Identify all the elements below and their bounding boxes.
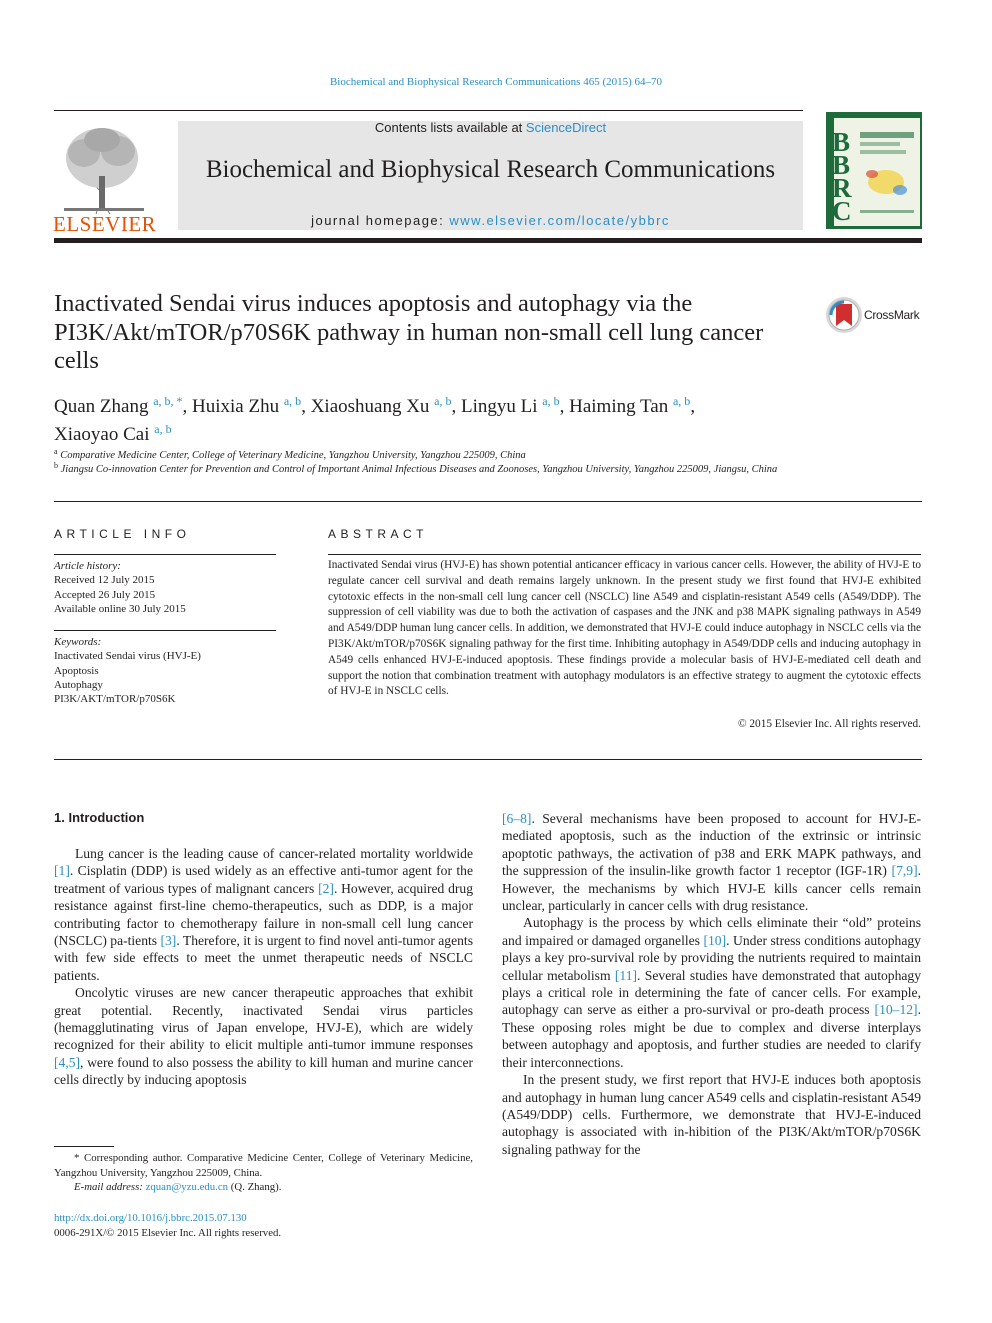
text-run: Oncolytic viruses are new cancer therapeutic approaches that exhibit great potential. Recently, inactivated Sendai virus particles (hemagglutinating virus of Japan envelope, HVJ-E), which are widely recognized for their ability to elicit multiple anti-tumor immune responses bbox=[54, 985, 473, 1053]
abstract-bottom-rule bbox=[54, 759, 922, 760]
homepage-line bbox=[178, 213, 803, 228]
text-run: . These opposing roles might be due to complex and diverse interplays between autophagy and apoptosis, and further studies are needed to clarify their interconnections. bbox=[502, 1002, 921, 1070]
reference-link[interactable]: [3] bbox=[160, 933, 177, 949]
history-label: Article history: bbox=[54, 560, 121, 572]
reference-link[interactable]: [1] bbox=[54, 863, 70, 879]
author-affil-marks[interactable]: a, b bbox=[283, 394, 302, 408]
keyword: PI3K/AKT/mTOR/p70S6K bbox=[54, 693, 176, 706]
affiliation-text: Jiangsu Co-innovation Center for Prevention and Control of Important Animal Infectious Diseases and Zoonoses, Yangzhou University, Yangzhou 225009, Jiangsu, China bbox=[60, 464, 778, 475]
paragraph bbox=[502, 914, 921, 1071]
crossmark-icon[interactable] bbox=[825, 296, 863, 334]
section-heading-introduction: 1. Introduction bbox=[54, 810, 145, 825]
keywords-rule bbox=[54, 630, 276, 631]
homepage-link[interactable]: www.elsevier.com/locate/ybbrc bbox=[449, 213, 670, 228]
corresponding-footnote bbox=[54, 1151, 473, 1195]
text-run: , were found to also possess the ability to kill human and murine cancer cells directly by inducing apoptosis bbox=[54, 1054, 473, 1088]
text-run: Autophagy is the process by which cells eliminate their “old” proteins and impaired or damaged organelles bbox=[502, 915, 921, 948]
author-name[interactable]: Huixia Zhu bbox=[192, 396, 280, 417]
header-bottom-rule bbox=[54, 238, 922, 243]
body-column-left bbox=[54, 845, 473, 1089]
article-info-heading: ARTICLE INFO bbox=[54, 527, 191, 541]
homepage-prefix: journal homepage: bbox=[311, 213, 450, 228]
journal-name: Biochemical and Biophysical Research Communications bbox=[205, 156, 776, 183]
text-run: . Cisplatin (DDP) is used widely as an effective anti-tumor agent for the treatment of various types of malignant cancers bbox=[54, 863, 473, 896]
corresponding-author-note: * Corresponding author. Comparative Medicine Center, College of Veterinary Medicine, Yangzhou University, Yangzhou 225009, China. bbox=[54, 1152, 473, 1179]
author-separator: , bbox=[559, 396, 570, 417]
cover-letter: B bbox=[832, 150, 851, 180]
text-run: . Several studies have demonstrated that autophagy plays a critical role in determining the fate of cancer cells. For example, autophagy can serve as either a pro-survival or pro-death process bbox=[502, 967, 921, 1018]
accepted-date: Accepted 26 July 2015 bbox=[54, 588, 156, 601]
author-affil-marks[interactable]: a, b bbox=[434, 394, 452, 408]
abstract-heading: ABSTRACT bbox=[328, 527, 429, 541]
author-affil-marks[interactable]: a, b bbox=[672, 394, 691, 408]
article-history bbox=[54, 559, 276, 616]
keyword: Inactivated Sendai virus (HVJ-E) bbox=[54, 650, 201, 663]
cover-illustration bbox=[858, 130, 916, 220]
email-line bbox=[54, 1180, 473, 1195]
paragraph bbox=[54, 984, 473, 1088]
paragraph bbox=[54, 845, 473, 984]
elsevier-wordmark: ELSEVIER bbox=[53, 212, 157, 236]
author-affil-marks[interactable]: a, b, * bbox=[153, 394, 183, 408]
reference-link[interactable]: [6–8] bbox=[502, 811, 532, 826]
reference-link[interactable]: [2] bbox=[318, 880, 334, 896]
cover-letter: R bbox=[832, 173, 852, 203]
paragraph bbox=[502, 810, 921, 914]
keyword: Autophagy bbox=[54, 678, 103, 691]
author-separator: , bbox=[451, 396, 461, 417]
author-list bbox=[54, 390, 814, 446]
abstract-text: Inactivated Sendai virus (HVJ-E) has shown potential anticancer efficacy in various cancer cells. However, the ability of HVJ-E to regulate cancer cell survival and death remains largely unknown. In the present study we first found that HVJ-E exhibited cytotoxic effects in the non-small cell lung cancer cell (NSCLC) line A549 and cisplatin-resistant A549 cells (A549/DDP). The suppression of cell viability was due to both the activation of caspases and the JNK and p38 MAPK signaling pathways in A549 and A549/DDP human lung cancer cells. In addition, we demonstrated that HVJ-E could induce autophagy in NSCLC cells via the PI3K/Akt/mTOR/p70S6K signaling pathway for the first time. Inhibiting autophagy in A549/DDP cells and inducing autophagy in A549 cells enhanced HVJ-E-induced apoptosis. These findings provide a molecular basis of HVJ-E-mediated cell death and support the notion that combination treatment with autophagy modulators is an effective strategy to augment the cytotoxic effects of HVJ-E in NSCLC cells. bbox=[328, 559, 921, 698]
affiliation bbox=[54, 459, 814, 477]
abstract-copyright: © 2015 Elsevier Inc. All rights reserved. bbox=[737, 718, 921, 730]
author-separator: , bbox=[690, 396, 696, 417]
text-run: . Several mechanisms have been proposed to account for HVJ-E-mediated apoptosis, such as the induction of the extrinsic or intrinsic apoptotic pathways, the activation of p38 and ERK MAPK pathways, and the suppression of the insulin-like growth factor 1 receptor (IGF-1R) bbox=[502, 811, 921, 879]
author-affil-marks[interactable]: a, b bbox=[542, 394, 560, 408]
affiliation-mark: b bbox=[54, 461, 58, 470]
contents-prefix: Contents lists available at bbox=[374, 120, 526, 135]
paragraph bbox=[502, 1071, 921, 1158]
sciencedirect-link[interactable]: ScienceDirect bbox=[525, 120, 607, 135]
article-title: Inactivated Sendai virus induces apoptosis and autophagy via the PI3K/Akt/mTOR/p70S6K pathway in human non-small cell lung cancer cells bbox=[54, 290, 764, 374]
article-info-rule bbox=[54, 554, 276, 555]
text-run: . However, acquired drug resistance against first-line chemo-therapeutics, such as DDP, is a major contributing factor to chemotherapy failure in non-small cell lung cancer (NSCLC) pa-tients bbox=[54, 880, 474, 949]
body-column-right bbox=[502, 810, 921, 1158]
keyword: Apoptosis bbox=[54, 664, 99, 677]
author-affil-marks[interactable]: a, b bbox=[154, 422, 172, 436]
author-name[interactable]: Xiaoshuang Xu bbox=[310, 396, 430, 417]
text-run: . However, the mechanisms by which HVJ-E kills cancer cells remain unclear, particularly in cancer cells with drug resistance. bbox=[502, 863, 921, 914]
author-name[interactable]: Quan Zhang bbox=[54, 396, 149, 417]
affiliation-rule bbox=[54, 501, 922, 502]
reference-link[interactable]: [4,5] bbox=[54, 1054, 81, 1070]
email-label: E-mail address: bbox=[74, 1181, 146, 1193]
email-link[interactable]: zquan@yzu.edu.cn bbox=[145, 1181, 229, 1193]
reference-link[interactable]: [10–12] bbox=[874, 1002, 918, 1018]
text-run: In the present study, we first report that HVJ-E induces both apoptosis and autophagy in human lung cancer A549 cells and cisplatin-resistant A549 (A549/DDP) cells. Furthermore, we demonstrate that HVJ-E-induced autophagy is associated with in-hibition of the PI3K/Akt/mTOR/p70S6K signaling pathway for the bbox=[502, 1072, 921, 1157]
cover-letter: B bbox=[832, 127, 851, 157]
reference-link[interactable]: [7,9] bbox=[891, 863, 918, 879]
text-run: . Therefore, it is urgent to find novel anti-tumor agents with few side effects to meet the unmet therapeutic needs of NSCLC patients. bbox=[54, 933, 473, 983]
header-top-rule bbox=[54, 110, 803, 111]
reference-link[interactable]: [10] bbox=[703, 932, 727, 948]
affiliation-mark: a bbox=[54, 447, 58, 456]
author-name[interactable]: Xiaoyao Cai bbox=[54, 424, 150, 445]
journal-citation[interactable]: Biochemical and Biophysical Research Communications 465 (2015) 64–70 bbox=[329, 76, 663, 88]
author-separator: , bbox=[182, 396, 193, 417]
reference-link[interactable]: [11] bbox=[614, 967, 638, 983]
text-run: Lung cancer is the leading cause of cancer-related mortality worldwide bbox=[75, 846, 473, 861]
abstract-rule bbox=[328, 554, 921, 555]
footnote-rule bbox=[54, 1146, 114, 1147]
doi-block bbox=[54, 1211, 281, 1240]
doi-link[interactable]: http://dx.doi.org/10.1016/j.bbrc.2015.07.130 bbox=[54, 1212, 247, 1224]
keywords-block bbox=[54, 635, 276, 706]
email-suffix: (Q. Zhang). bbox=[228, 1181, 282, 1193]
issn-copyright: 0006-291X/© 2015 Elsevier Inc. All rights reserved. bbox=[54, 1226, 282, 1239]
online-date: Available online 30 July 2015 bbox=[54, 602, 186, 615]
cover-letter: C bbox=[832, 196, 852, 226]
received-date: Received 12 July 2015 bbox=[54, 574, 155, 587]
affiliation-text: Comparative Medicine Center, College of Veterinary Medicine, Yangzhou University, Yangzhou 225009, China bbox=[60, 450, 526, 461]
contents-line bbox=[178, 120, 803, 135]
keywords-label: Keywords: bbox=[54, 636, 102, 648]
author-name[interactable]: Lingyu Li bbox=[461, 396, 538, 417]
crossmark-label[interactable]: CrossMark bbox=[864, 308, 920, 322]
author-separator: , bbox=[301, 396, 311, 417]
text-run: . Under stress conditions autophagy plays a key pro-survival role by providing the nutrients required to maintain cellular metabolism bbox=[502, 932, 921, 983]
author-name[interactable]: Haiming Tan bbox=[569, 396, 669, 417]
